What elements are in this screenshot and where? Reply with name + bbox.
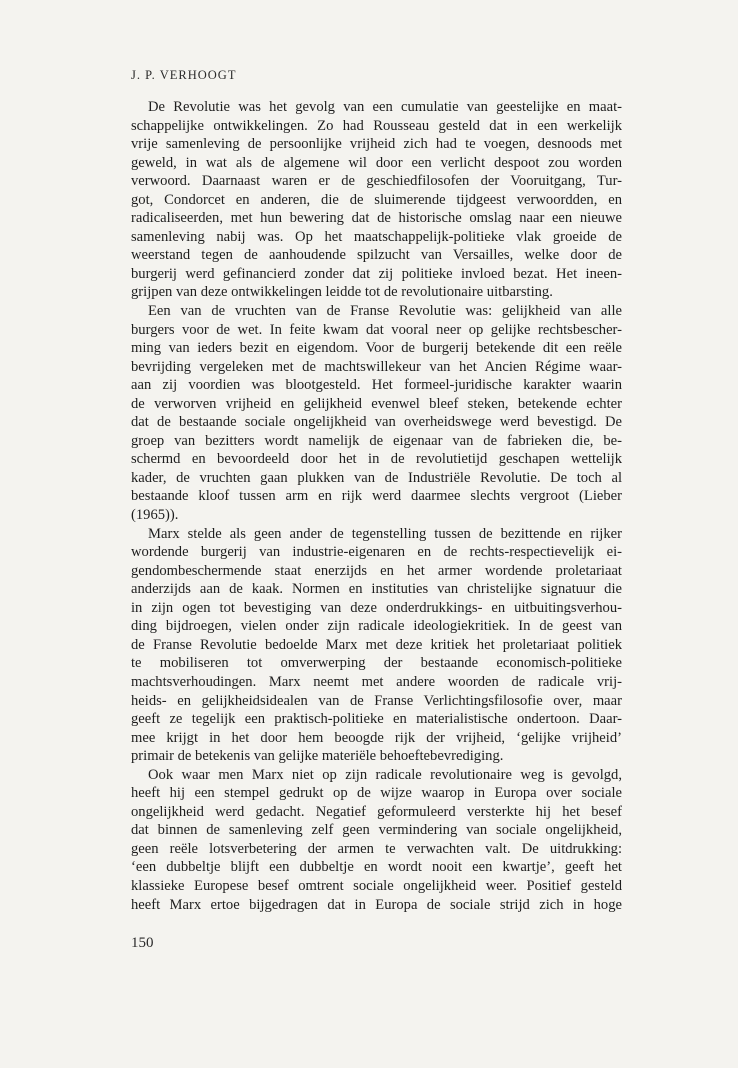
text-line: radicaliseerden, met hun bewering dat de historische omslag naar een nieuwe <box>131 210 622 227</box>
text-line: in zijn ogen tot bevestiging van deze onderdrukkings- en uitbuitingsverhou- <box>131 599 622 616</box>
text-line: grijpen van deze ontwikkelingen leidde tot de revolutionaire uitbarsting. <box>131 284 553 301</box>
text-line: schermd en bevoordeeld door het in de revolutietijd geschapen wettelijk <box>131 451 622 468</box>
paragraph-first-line: Een van de vruchten van de Franse Revolutie was: gelijkheid van alle <box>148 303 622 320</box>
text-line: te mobiliseren tot omverwerping der bestaande economisch-politieke <box>131 655 622 672</box>
text-line: gendombeschermende staat enerzijds en het armer wordende proletariaat <box>131 562 622 579</box>
text-line: ongelijkheid werd gedacht. Negatief geformuleerd versterkte hij het besef <box>131 803 622 820</box>
text-line: heids- en gelijkheidsidealen van de Franse Verlichtingsfilosofie over, maar <box>131 692 622 709</box>
text-line: bevrijding vergeleken met de machtswillekeur van het Ancien Régime waar- <box>131 358 622 375</box>
text-line: anderzijds aan de kaak. Normen en instituties van christelijke signatuur die <box>131 581 622 598</box>
text-line: dat binnen de samenleving zelf geen vermindering van sociale ongelijkheid, <box>131 822 622 839</box>
text-line: got, Condorcet en anderen, die de sluimerende tijdgeest verwoordden, en <box>131 191 622 208</box>
paragraph-first-line: Marx stelde als geen ander de tegenstelling tussen de bezittende en rijker <box>148 525 622 542</box>
text-line: machtsverhoudingen. Marx neemt met andere woorden de radicale vrij- <box>131 673 622 690</box>
page-number: 150 <box>131 935 154 951</box>
text-line: de verworven vrijheid en gelijkheid evenwel bleef steken, betekende echter <box>131 395 622 412</box>
text-line: ‘een dubbeltje blijft een dubbeltje en wordt nooit een kwartje’, geeft het <box>131 859 622 876</box>
text-line: ming van ieders bezit en eigendom. Voor de burgerij betekende dit een reële <box>131 340 622 357</box>
text-line: geeft ze tegelijk een praktisch-politieke en materialistische ondertoon. Daar- <box>131 711 622 728</box>
text-line: samenleving nabij was. Op het maatschappelijk-politieke vlak groeide de <box>131 228 622 245</box>
text-line: weerstand tegen de aanhoudende spilzucht van Versailles, welke door de <box>131 247 622 264</box>
text-line: heeft Marx ertoe bijgedragen dat in Europa de sociale strijd zich in hoge <box>131 896 622 913</box>
text-line: heeft hij een stempel gedrukt op de wijze waarop in Europa over sociale <box>131 785 622 802</box>
text-line: groep van bezitters wordt namelijk de eigenaar van de fabrieken die, be- <box>131 432 622 449</box>
text-line: vrije samenleving de persoonlijke vrijheid zich had te voegen, desnoods met <box>131 136 622 153</box>
text-line: schappelijke ontwikkelingen. Zo had Rousseau gesteld dat in een werkelijk <box>131 117 622 134</box>
text-line: geweld, in wat als de algemene wil door een verlicht despoot zou worden <box>131 154 622 171</box>
paragraph-first-line: Ook waar men Marx niet op zijn radicale revolutionaire weg is gevolgd, <box>148 766 622 783</box>
text-line: de Franse Revolutie bedoelde Marx met deze kritiek het proletariaat politiek <box>131 636 622 653</box>
text-line: mee krijgt in het door hem beoogde rijk der vrijheid, ‘gelijke vrijheid’ <box>131 729 622 746</box>
text-line: aan zij voordien was blootgesteld. Het formeel-juridische karakter waarin <box>131 377 622 394</box>
text-line: dat de bestaande sociale ongelijkheid van overheidswege werd bevestigd. De <box>131 414 622 431</box>
text-line: kader, de vruchten gaan plukken van de Industriële Revolutie. De toch al <box>131 469 622 486</box>
text-line: klassieke Europese besef omtrent sociale ongelijkheid weer. Positief gesteld <box>131 877 622 894</box>
body-text <box>131 98 622 914</box>
text-line: wordende burgerij van industrie-eigenaren en de rechts-respectievelijk ei- <box>131 544 622 561</box>
text-line: burgers voor de wet. In feite kwam dat vooral neer op gelijke rechtsbescher- <box>131 321 622 338</box>
text-line: bestaande kloof tussen arm en rijk werd daarmee slechts vergroot (Lieber <box>131 488 622 505</box>
paragraph-first-line: De Revolutie was het gevolg van een cumulatie van geestelijke en maat- <box>148 99 622 115</box>
text-line: (1965)). <box>131 507 179 524</box>
text-line: geen reële lotsverbetering der armen te verwachten valt. De uitdrukking: <box>131 840 622 857</box>
running-head: J. P. VERHOOGT <box>131 68 237 82</box>
text-line: burgerij werd gefinancierd zonder dat zij politieke invloed bezat. Het ineen- <box>131 265 622 282</box>
text-line: ding bijdroegen, vielen onder zijn radicale ideologiekritiek. In de geest van <box>131 618 622 635</box>
text-line: primair de betekenis van gelijke materiële behoeftebevrediging. <box>131 748 504 765</box>
text-line: verwoord. Daarnaast waren er de geschiedfilosofen der Vooruitgang, Tur- <box>131 173 622 190</box>
